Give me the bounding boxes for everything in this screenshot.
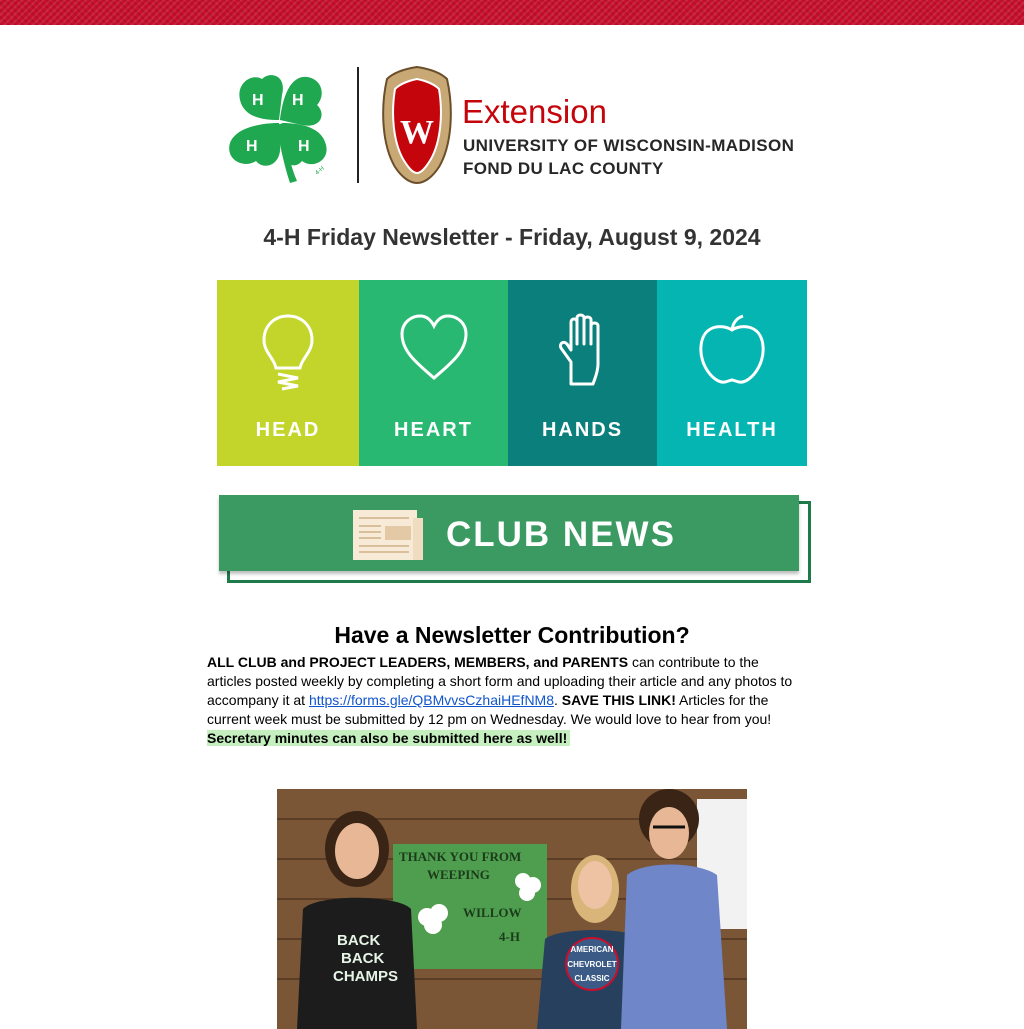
save-link-note: SAVE THIS LINK! [561, 692, 676, 708]
university-line: UNIVERSITY OF WISCONSIN-MADISON [463, 136, 795, 155]
photo-illustration [277, 789, 747, 1029]
lightbulb-icon [258, 312, 318, 392]
after-link: . [554, 692, 562, 708]
svg-text:H: H [246, 138, 258, 155]
uw-crest-logo [379, 65, 455, 185]
newspaper-icon [351, 508, 425, 562]
head-tile [217, 280, 359, 466]
svg-text:BACK: BACK [341, 950, 385, 967]
club-news-panel [219, 495, 799, 571]
contribution-text: can contribute to the articles posted weekly by completing a short form and uploading their article and any photos to accompany it at [207, 654, 793, 708]
svg-text:CHAMPS: CHAMPS [333, 968, 399, 985]
health-tile [657, 280, 807, 466]
svg-text:BACK: BACK [337, 932, 381, 949]
4h-clover-logo [222, 65, 337, 185]
svg-text:CLASSIC: CLASSIC [574, 974, 610, 983]
heart-label: HEART [394, 419, 473, 441]
header-logos [222, 65, 802, 187]
hands-tile [508, 280, 657, 466]
newsletter-title: 4-H Friday Newsletter - Friday, August 9, 2024 [263, 224, 761, 250]
svg-text:H: H [252, 92, 264, 109]
svg-text:H: H [292, 92, 304, 109]
form-link[interactable]: https://forms.gle/QBMvvsCzhaiHEfNM8 [308, 692, 554, 708]
svg-text:WEEPING: WEEPING [427, 867, 490, 882]
hands-label: HANDS [541, 419, 624, 441]
four-h-banner [217, 280, 807, 466]
club-news-banner [219, 495, 809, 581]
club-photo [277, 789, 747, 1029]
contribution-lead: ALL CLUB and PROJECT LEADERS, MEMBERS, and PARENTS [207, 654, 629, 670]
heart-tile [359, 280, 508, 466]
svg-text:THANK YOU FROM: THANK YOU FROM [399, 849, 522, 864]
county-line: FOND DU LAC COUNTY [463, 159, 664, 178]
heart-icon [398, 312, 470, 384]
newsletter-page [0, 25, 1024, 1024]
logo-divider [357, 67, 359, 183]
apple-icon [697, 312, 767, 386]
extension-wordmark: Extension [462, 93, 607, 130]
svg-text:AMERICAN: AMERICAN [570, 945, 614, 954]
hand-icon [557, 312, 609, 388]
top-decorative-bar [0, 0, 1024, 25]
deadline-text: Articles for the current week must be submitted by 12 pm on Wednesday. We would love to hear from you! [207, 692, 772, 727]
head-label: HEAD [255, 419, 321, 441]
club-news-label: CLUB NEWS [446, 515, 676, 554]
svg-text:CHEVROLET: CHEVROLET [567, 960, 617, 969]
svg-text:4-H: 4-H [314, 165, 326, 177]
secretary-minutes-highlight: Secretary minutes can also be submitted here as well! [207, 730, 570, 746]
svg-text:H: H [298, 138, 310, 155]
contribution-heading: Have a Newsletter Contribution? [334, 622, 690, 648]
svg-text:WILLOW: WILLOW [463, 905, 522, 920]
health-label: HEALTH [686, 419, 778, 441]
contribution-body [207, 653, 807, 748]
svg-text:4-H: 4-H [499, 929, 520, 944]
svg-text:W: W [400, 114, 434, 151]
